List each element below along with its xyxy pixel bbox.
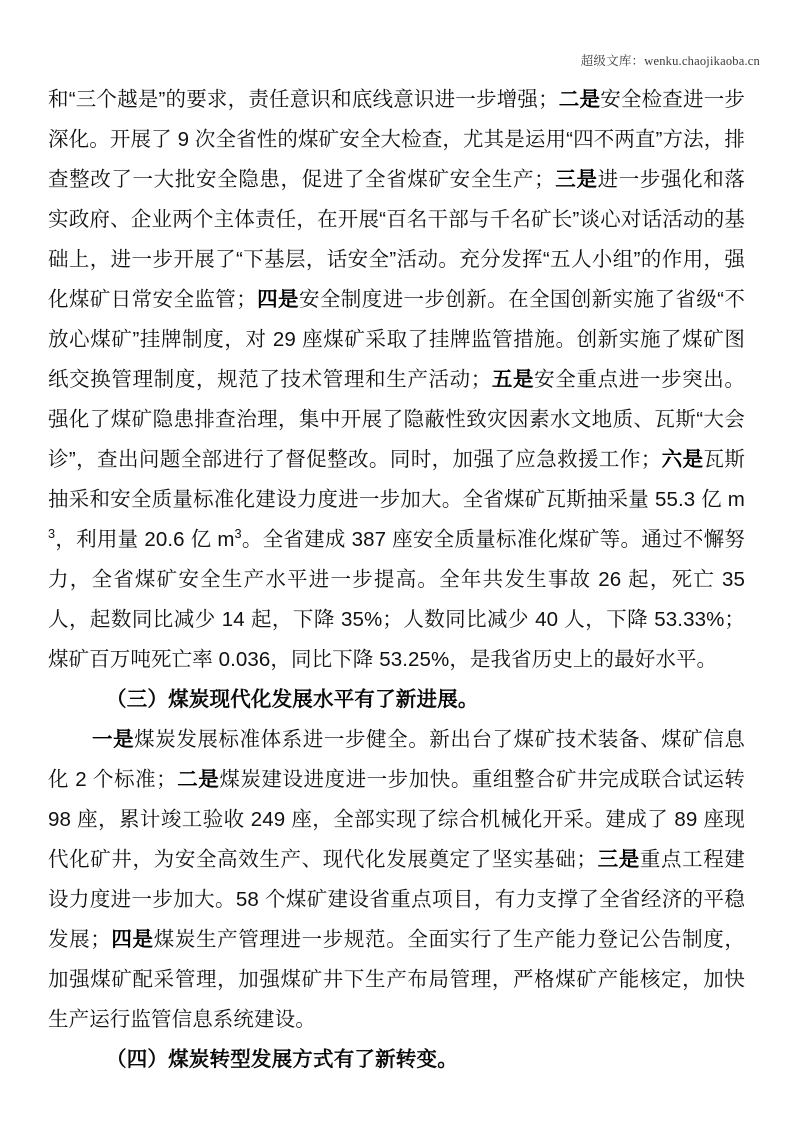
text-run: ，利用量 20.6 亿 m — [55, 528, 235, 551]
section-heading-three: （三）煤炭现代化发展水平有了新进展。 — [106, 688, 479, 711]
text-run: 瓦斯抽采和安全质量标准化建设力度进一步加大。全省煤矿瓦斯抽采量 55.3 亿 m — [48, 448, 746, 511]
enumerator-three: 三是 — [597, 848, 640, 871]
enumerator-three: 三是 — [554, 168, 598, 191]
superscript-cubic-2: 3 — [234, 526, 242, 542]
text-run: 煤炭建设进度进一步加快。重组整合矿井完成联合试运转 98 座，累计竣工验收 249 座，全部实现了综合机械化开采。建成了 89 座现代化矿井，为安全高效生产、现代化发展奠定了坚实基础； — [48, 768, 746, 871]
enumerator-five: 五是 — [491, 368, 535, 391]
text-run: 和“三个越是”的要求，责任意识和底线意识进一步增强； — [48, 88, 559, 111]
enumerator-six: 六是 — [661, 448, 704, 471]
enumerator-two: 二是 — [176, 768, 220, 791]
superscript-cubic-1: 3 — [48, 526, 56, 542]
text-run: 安全重点进一步突出。强化了煤矿隐患排查治理，集中开展了隐蔽性致灾因素水文地质、瓦斯“大会诊”，查出问题全部进行了督促整改。同时，加强了应急救援工作； — [48, 368, 745, 471]
enumerator-one: 一是 — [92, 728, 135, 751]
text-run: 煤炭发展标准体系进一步健全。新出台了煤矿技术装备、煤矿信息化 2 个标准； — [48, 728, 746, 791]
enumerator-two: 二是 — [558, 88, 601, 111]
site-watermark-header: 超级文库：wenku.chaojikaoba.cn — [580, 54, 760, 68]
text-run: 重点工程建设力度进一步加大。58 个煤矿建设省重点项目，有力支撑了全省经济的平稳发展； — [48, 848, 745, 951]
text-run: 安全制度进一步创新。在全国创新实施了省级“不放心煤矿”挂牌制度，对 29 座煤矿采取了挂牌监管措施。创新实施了煤矿图纸交换管理制度，规范了技术管理和生产活动； — [48, 288, 746, 391]
text-run: 煤炭生产管理进一步规范。全面实行了生产能力登记公告制度，加强煤矿配采管理，加强煤矿井下生产布局管理，严格煤矿产能核定，加快生产运行监管信息系统建设。 — [48, 928, 745, 1031]
enumerator-four: 四是 — [110, 928, 154, 951]
text-run: 进一步强化和落实政府、企业两个主体责任，在开展“百名干部与千名矿长”谈心对话活动的基础上，进一步开展了“下基层，话安全”活动。充分发挥“五人小组”的作用，强化煤矿日常安全监管； — [48, 168, 746, 311]
document-body — [48, 80, 745, 1080]
paragraph-modernization — [48, 720, 745, 1040]
paragraph-continued-safety — [48, 80, 745, 680]
text-run: 安全检查进一步深化。开展了 9 次全省性的煤矿安全大检查，尤其是运用“四不两直”方法，排查整改了一大批安全隐患，促进了全省煤矿安全生产； — [48, 88, 745, 191]
enumerator-four: 四是 — [256, 288, 299, 311]
text-run: 。全省建成 387 座安全质量标准化煤矿等。通过不懈努力，全省煤矿安全生产水平进一步提高。全年共发生事故 26 起，死亡 35 人，起数同比减少 14 起，下降 35%；人数同比减少 40 人，下降 53.33%；煤矿百万吨死亡率 0.036，同比下降 53.25%，是我省历史上的最好水平。 — [48, 528, 745, 671]
section-heading-four: （四）煤炭转型发展方式有了新转变。 — [106, 1048, 458, 1071]
